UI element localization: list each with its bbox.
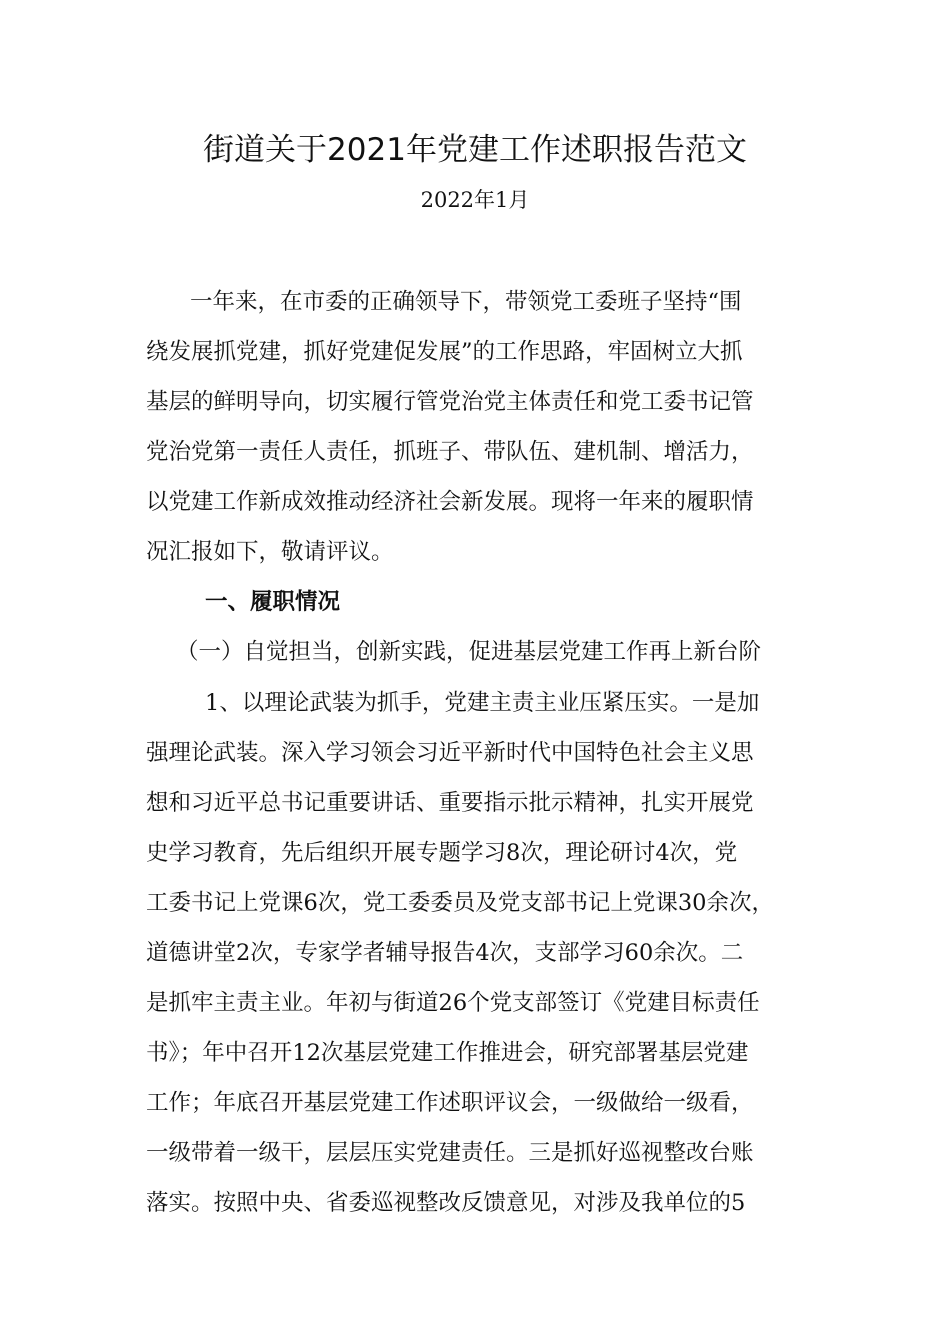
subsection-heading: （一）自觉担当，创新实践，促进基层党建工作再上新台阶 bbox=[176, 639, 762, 665]
body-line: 工作；年底召开基层党建工作述职评议会，一级做给一级看， bbox=[146, 1090, 754, 1116]
body-line: 工委书记上党课6次，党工委委员及党支部书记上党课30余次， bbox=[146, 890, 774, 916]
body-line: 一年来，在市委的正确领导下，带领党工委班子坚持“围 bbox=[190, 289, 742, 315]
body-line: 基层的鲜明导向，切实履行管党治党主体责任和党工委书记管 bbox=[146, 389, 754, 415]
body-line: 落实。按照中央、省委巡视整改反馈意见，对涉及我单位的5 bbox=[146, 1190, 746, 1216]
document-title: 街道关于2021年党建工作述职报告范文 bbox=[203, 132, 747, 168]
body-line: 况汇报如下，敬请评议。 bbox=[146, 539, 394, 565]
body-line: 强理论武装。深入学习领会习近平新时代中国特色社会主义思 bbox=[146, 740, 754, 766]
body-line: 道德讲堂2次，专家学者辅导报告4次，支部学习60余次。二 bbox=[146, 940, 744, 966]
body-line: 以党建工作新成效推动经济社会新发展。现将一年来的履职情 bbox=[146, 489, 754, 515]
body-line: 1、以理论武装为抓手，党建主责主业压紧压实。一是加 bbox=[205, 690, 760, 716]
body-line: 书》；年中召开12次基层党建工作推进会，研究部署基层党建 bbox=[146, 1040, 749, 1066]
section-heading: 一、履职情况 bbox=[205, 589, 341, 615]
body-line: 是抓牢主责主业。年初与街道26个党支部签订《党建目标责任 bbox=[146, 990, 760, 1016]
body-line: 党治党第一责任人责任，抓班子、带队伍、建机制、增活力， bbox=[146, 439, 754, 465]
document-date: 2022年1月 bbox=[420, 188, 530, 212]
body-line: 绕发展抓党建，抓好党建促发展”的工作思路，牢固树立大抓 bbox=[146, 339, 743, 365]
body-line: 想和习近平总书记重要讲话、重要指示批示精神，扎实开展党 bbox=[146, 790, 754, 816]
body-line: 一级带着一级干，层层压实党建责任。三是抓好巡视整改台账 bbox=[146, 1140, 754, 1166]
body-line: 史学习教育，先后组织开展专题学习8次，理论研讨4次，党 bbox=[146, 840, 738, 866]
